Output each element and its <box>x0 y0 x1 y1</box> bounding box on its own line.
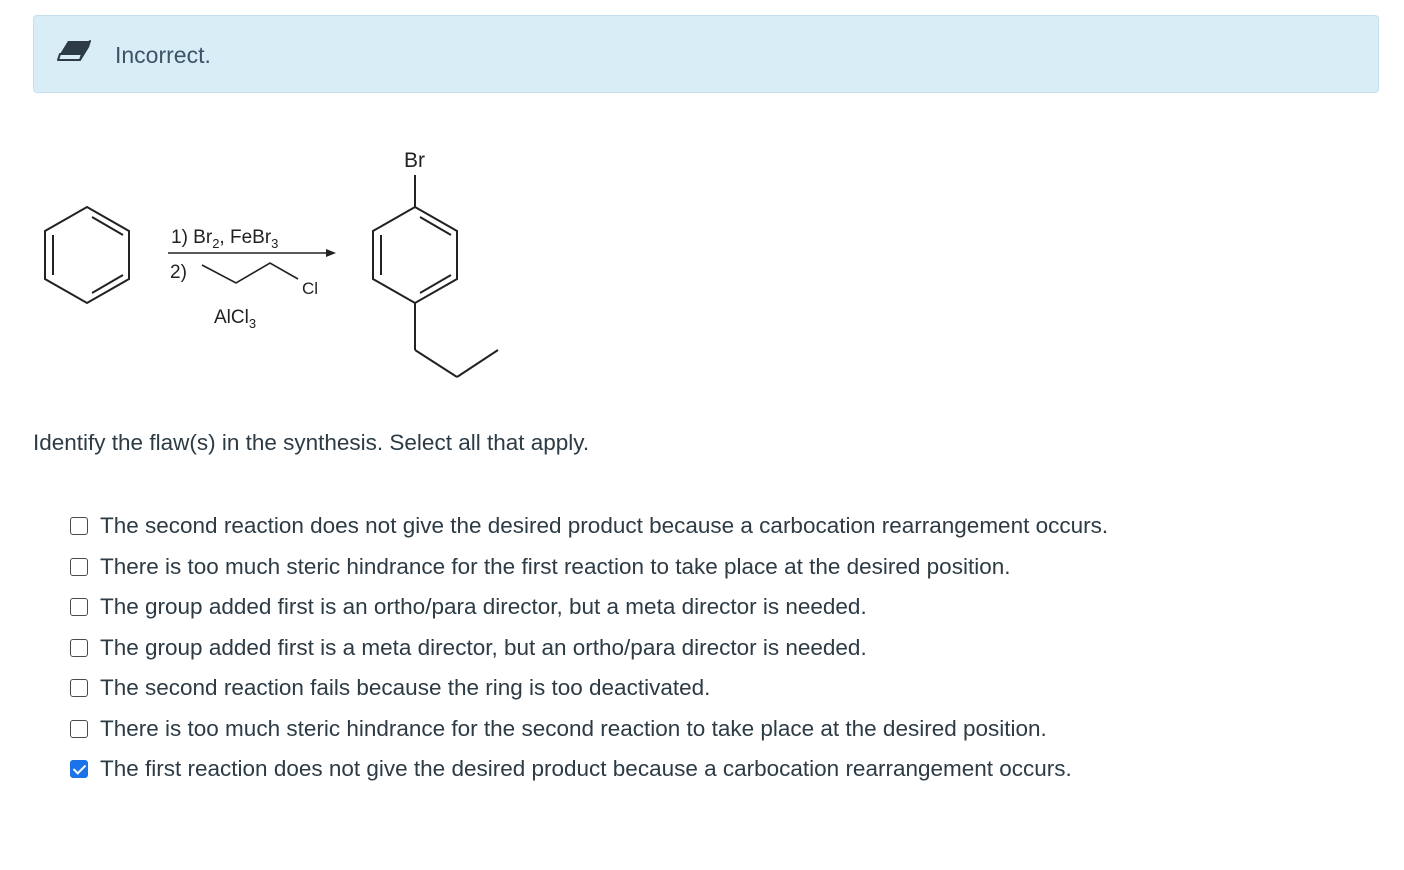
option-5-checkbox[interactable] <box>70 679 88 697</box>
option-7-label[interactable]: The first reaction does not give the desired product because a carbocation rearrangement occurs. <box>100 756 1072 782</box>
option-2-label[interactable]: There is too much steric hindrance for the first reaction to take place at the desired position. <box>100 553 1011 579</box>
answer-options <box>70 506 1108 790</box>
answer-option-4[interactable] <box>70 628 1108 669</box>
option-4-label[interactable]: The group added first is a meta director, but an ortho/para director is needed. <box>100 634 867 660</box>
answer-option-1[interactable] <box>70 506 1108 547</box>
reagent-step2-label: 2) <box>170 262 187 283</box>
option-1-label[interactable]: The second reaction does not give the desired product because a carbocation rearrangement occurs. <box>100 513 1109 539</box>
reaction-arrow <box>168 249 336 257</box>
question-prompt: Identify the flaw(s) in the synthesis. Select all that apply. <box>33 430 590 455</box>
option-1-checkbox[interactable] <box>70 517 88 535</box>
feedback-banner <box>33 15 1379 93</box>
answer-option-7[interactable] <box>70 749 1108 790</box>
option-2-checkbox[interactable] <box>70 558 88 576</box>
product-molecule <box>373 175 498 377</box>
reaction-scheme <box>30 135 530 395</box>
option-4-checkbox[interactable] <box>70 639 88 657</box>
propyl-chain <box>202 263 298 283</box>
answer-option-3[interactable] <box>70 587 1108 628</box>
option-3-checkbox[interactable] <box>70 598 88 616</box>
option-7-checkbox[interactable] <box>70 760 88 778</box>
option-6-checkbox[interactable] <box>70 720 88 738</box>
option-5-label[interactable]: The second reaction fails because the ring is too deactivated. <box>100 675 711 701</box>
answer-option-6[interactable] <box>70 709 1108 750</box>
eraser-icon <box>56 39 92 63</box>
option-6-label[interactable]: There is too much steric hindrance for the second reaction to take place at the desired position. <box>100 715 1047 741</box>
answer-option-5[interactable] <box>70 668 1108 709</box>
product-substituent-label: Br <box>404 149 425 172</box>
reagent-step2-catalyst: AlCl$_3$ <box>214 307 257 331</box>
reagent-step2-leaving-group: Cl <box>302 279 319 298</box>
answer-option-2[interactable] <box>70 547 1108 588</box>
reagent-step1: 1) $Br_2$, FeBr$_3$ <box>171 227 279 251</box>
benzene-starting-material <box>45 207 129 303</box>
option-3-label[interactable]: The group added first is an ortho/para director, but a meta director is needed. <box>100 594 867 620</box>
feedback-status-text: Incorrect. <box>115 42 211 68</box>
